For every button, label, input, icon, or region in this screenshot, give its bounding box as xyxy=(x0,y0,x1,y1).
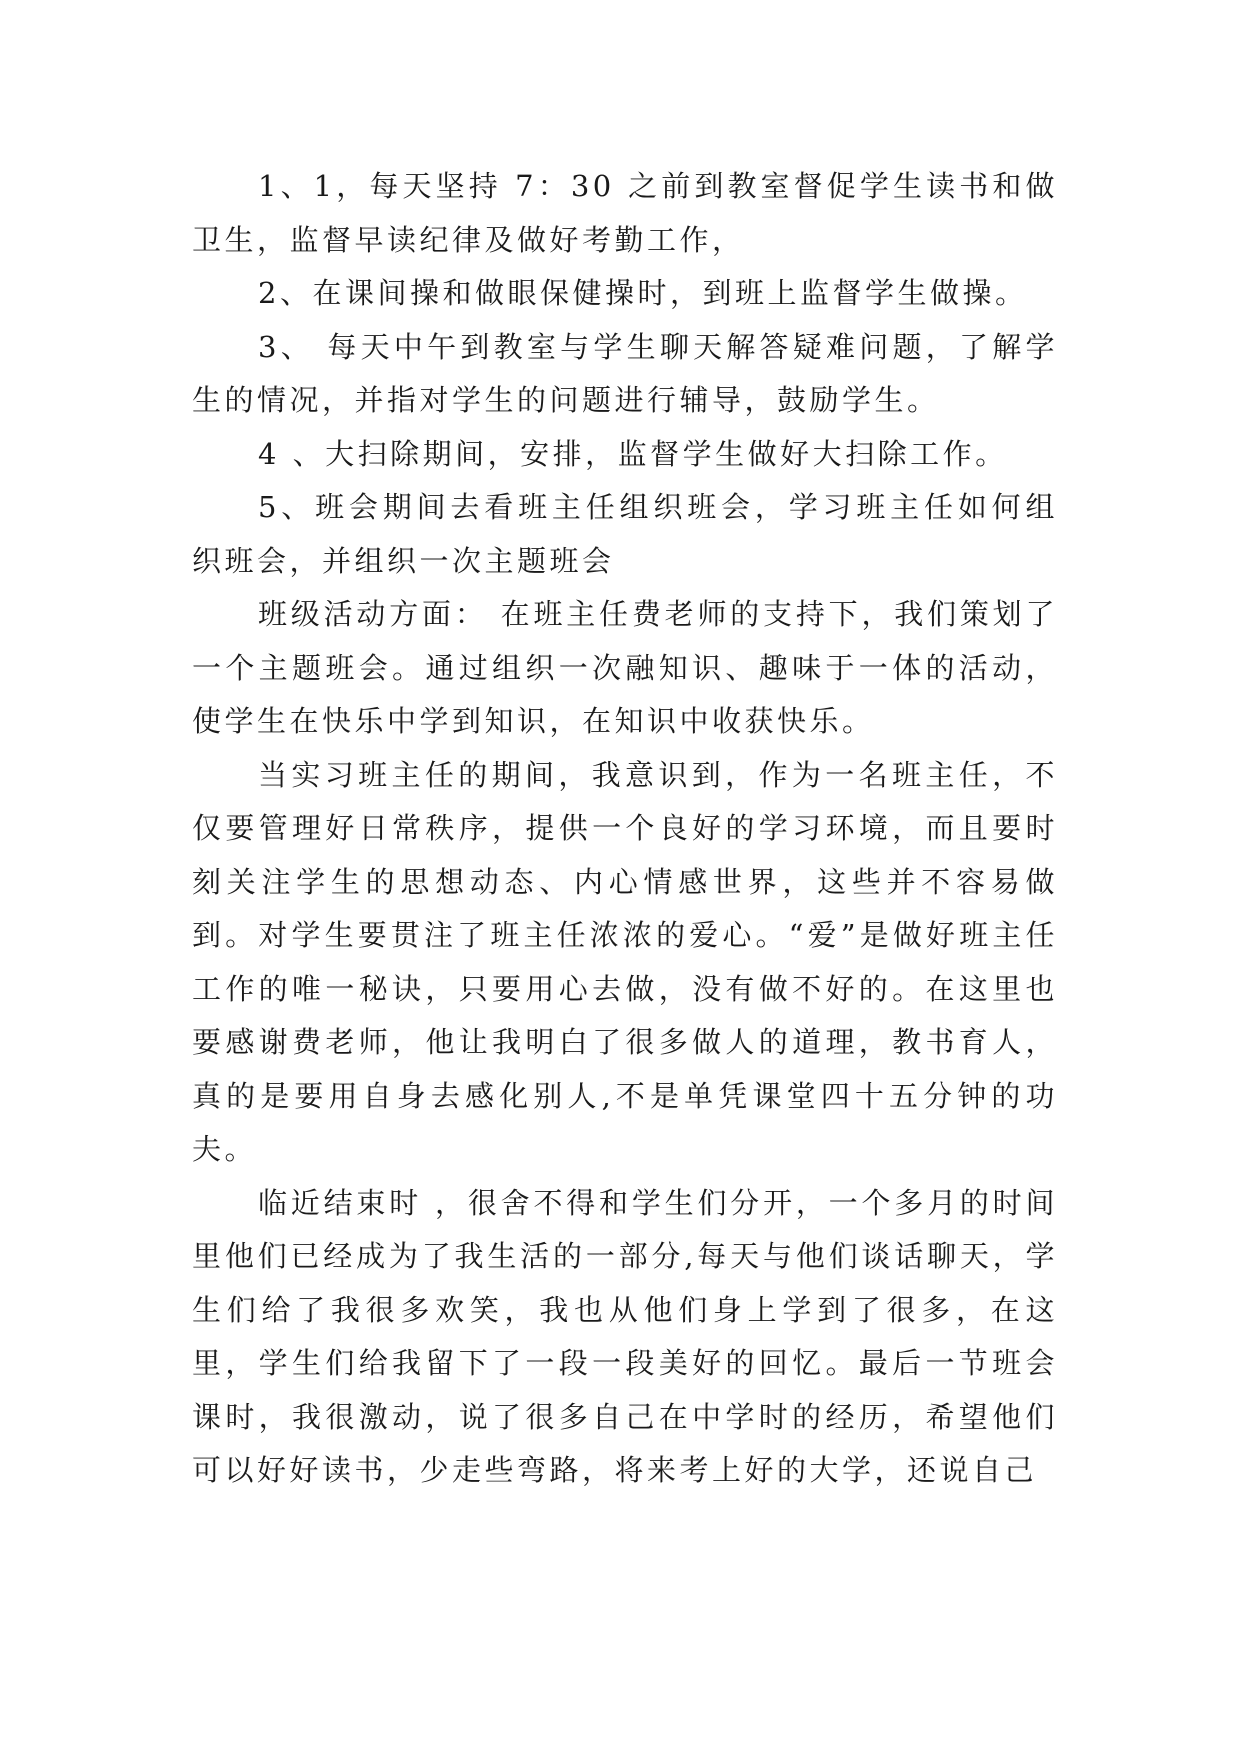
paragraph-farewell: 临近结束时 ，很舍不得和学生们分开，一个多月的时间里他们已经成为了我生活的一部分,每天与他们谈话聊天，学生们给了我很多欢笑，我也从他们身上学到了很多，在这里，学生们给我留下了一段一段美好的回忆。最后一节班会课时，我很激动，说了很多自己在中学时的经历，希望他们可以好好读书，少走些弯路，将来考上好的大学，还说自己 xyxy=(192,1185,1058,1487)
paragraph-item-1: 1、1，每天坚持 7：30 之前到教室督促学生读书和做卫生，监督早读纪律及做好考勤工作， xyxy=(192,169,1058,257)
paragraph-item-4: 4 、大扫除期间，安排，监督学生做好大扫除工作。 xyxy=(258,436,1008,471)
paragraph-reflection: 当实习班主任的期间，我意识到，作为一名班主任，不仅要管理好日常秩序，提供一个良好的学习环境，而且要时刻关注学生的思想动态、内心情感世界，这些并不容易做到。对学生要贯注了班主任浓浓的爱心。“爱”是做好班主任工作的唯一秘诀，只要用心去做，没有做不好的。在这里也要感谢费老师，他让我明白了很多做人的道理，教书育人，真的是要用自身去感化别人,不是单凭课堂四十五分钟的功夫。 xyxy=(192,757,1058,1166)
paragraph-item-2: 2、在课间操和做眼保健操时，到班上监督学生做操。 xyxy=(258,276,1028,310)
document-body xyxy=(192,160,1058,1498)
paragraph-item-3: 3、 每天中午到教室与学生聊天解答疑难问题，了解学生的情况，并指对学生的问题进行辅导，鼓励学生。 xyxy=(192,329,1058,417)
paragraph-item-5: 5、班会期间去看班主任组织班会，学习班主任如何组织班会，并组织一次主题班会 xyxy=(192,490,1058,578)
paragraph-class-activities: 班级活动方面： 在班主任费老师的支持下，我们策划了一个主题班会。通过组织一次融知识、趣味于一体的活动，使学生在快乐中学到知识，在知识中收获快乐。 xyxy=(192,597,1058,738)
